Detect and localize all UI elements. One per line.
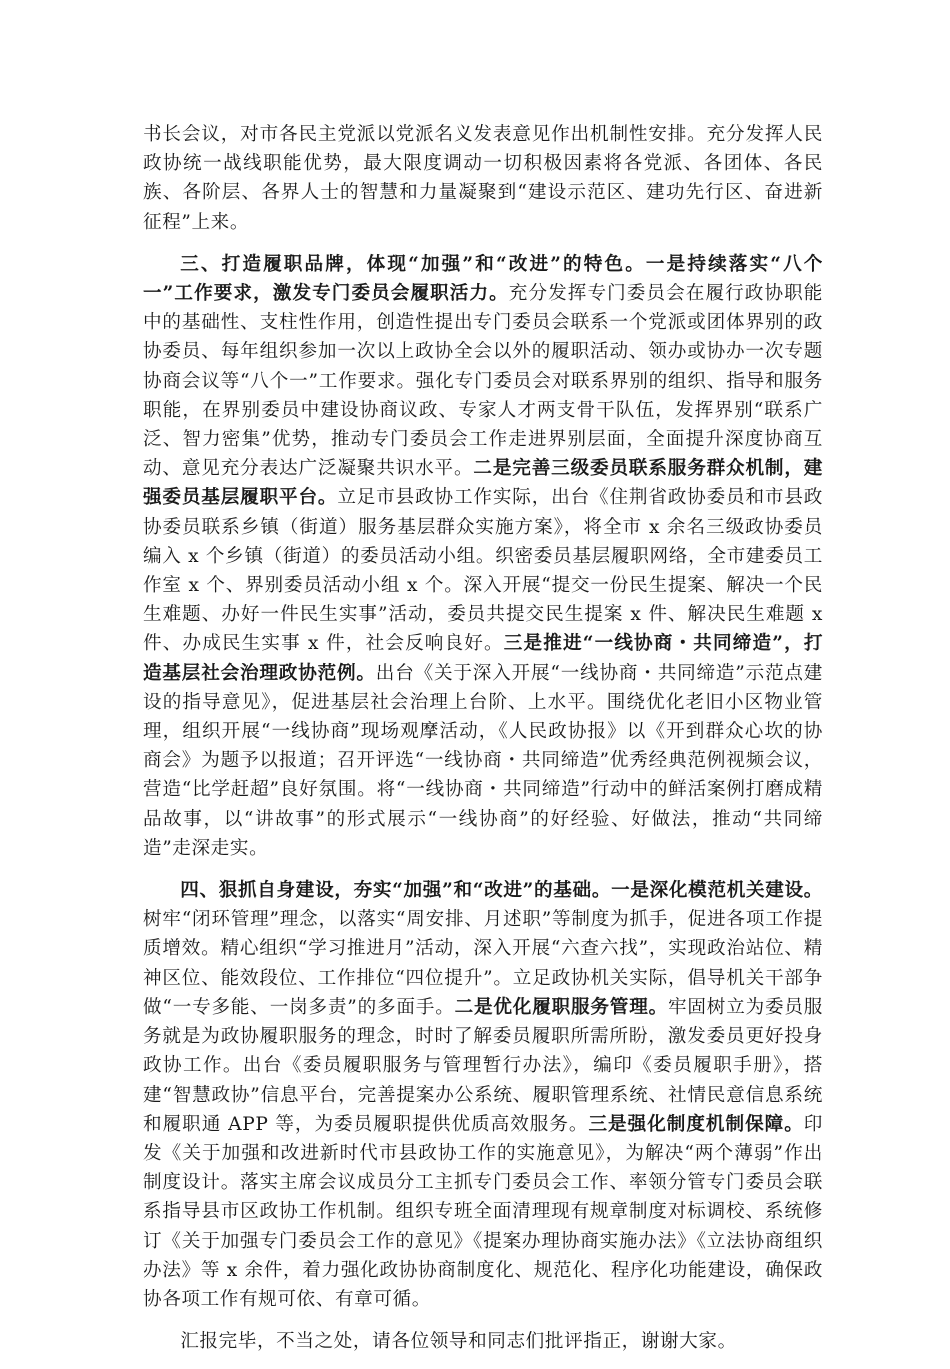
subheading-two: 二是优化履职服务管理。: [454, 996, 668, 1018]
text-segment: 充分发挥专门委员会在履行政协职能中的基础性、支柱性作用，创造性提出专门委员会联系一个党派或团体界别的政协委员、每年组织参加一次以上政协全会以外的履职活动、领办或协办一次专题协商会议等“八个一”工作要求。强化专门委员会对联系界别的组织、指导和服务职能，在界别委员中建设协商议政、专家人才两支骨干队伍，发挥界别“联系广泛、智力密集”优势，推动专门委员会工作走进界别层面，全面提升深度协商互动、意见充分表达广泛凝聚共识水平。: [143, 283, 823, 480]
section-heading-three: 三、打造履职品牌，体现“加强”和“改进”的特色。一是持续落实“八个一”工作要求，激发专门委员会履职活力。: [143, 253, 823, 305]
subheading-three: 三是强化制度机制保障。: [588, 1113, 804, 1135]
text-segment: 书长会议，对市各民主党派以党派名义发表意见作出机制性安排。充分发挥人民政协统一战线职能优势，最大限度调动一切积极因素将各党派、各团体、各民族、各阶层、各界人士的智慧和力量凝聚到“建设示范区、建功先行区、奋进新征程”上来。: [143, 124, 823, 233]
text-segment: 出台《关于深入开展“一线协商・共同缔造”示范点建设的指导意见》，促进基层社会治理上台阶、上水平。围绕优化老旧小区物业管理，组织开展“一线协商”现场观摩活动，《人民政协报》以《开到群众心坎的协商会》为题予以报道；召开评选“一线协商・共同缔造”优秀经典范例视频会议，营造“比学赶超”良好氛围。将“一线协商・共同缔造”行动中的鲜活案例打磨成精品故事，以“讲故事”的形式展示“一线协商”的好经验、好做法，推动“共同缔造”走深走实。: [143, 662, 823, 859]
paragraph-continuation: [143, 120, 823, 237]
text-segment: 立足市县政协工作实际，出台《住荆省政协委员和市县政协委员联系乡镇（街道）服务基层群众实施方案》，将全市 x 余名三级政协委员编入 x 个乡镇（街道）的委员活动小组。织密委员基层履职网络，全市建委员工作室 x 个、界别委员活动小组 x 个。深入开展“提交一份民生提案、解决一个民生难题、办好一件民生实事”活动，委员共提交民生提案 x 件、解决民生难题 x 件、办成民生实事 x 件，社会反响良好。: [143, 487, 823, 655]
paragraph-closing: [143, 1327, 823, 1356]
text-segment: 印发《关于加强和改进新时代市县政协工作的实施意见》，为解决“两个薄弱”作出制度设计。落实主席会议成员分工主抓专门委员会工作、率领分管专门委员会联系指导县市区政协工作机制。组织专班全面清理现有规章制度对标调校、系统修订《关于加强专门委员会工作的意见》《提案办理协商实施办法》《立法协商组织办法》等 x 余件，着力强化政协协商制度化、规范化、程序化功能建设，确保政协各项工作有规可依、有章可循。: [143, 1113, 823, 1310]
text-segment: 牢固树立为委员服务就是为政协履职服务的理念，时时了解委员履职所需所盼，激发委员更好投身政协工作。出台《委员履职服务与管理暂行办法》，编印《委员履职手册》，搭建“智慧政协”信息平台，完善提案办公系统、履职管理系统、社情民意信息系统和履职通 APP 等，为委员履职提供优质高效服务。: [143, 996, 823, 1135]
subheading-three: 三是推进“一线协商・共同缔造”，打造基层社会治理政协范例。: [143, 633, 824, 684]
paragraph-section-four: [143, 876, 823, 1314]
closing-remark: 汇报完毕，不当之处，请各位领导和同志们批评指正，谢谢大家。: [180, 1331, 737, 1353]
paragraph-section-three: [143, 250, 823, 863]
text-segment: 树牢“闭环管理”理念，以落实“周安排、月述职”等制度为抓手，促进各项工作提质增效。精心组织“学习推进月”活动，深入开展“六查六找”，实现政治站位、精神区位、能效段位、工作排位“四位提升”。立足政协机关实际，倡导机关干部争做“一专多能、一岗多责”的多面手。: [143, 909, 823, 1018]
document-page: [143, 120, 823, 1369]
section-heading-four: 四、狠抓自身建设，夯实“加强”和“改进”的基础。一是深化模范机关建设。: [180, 880, 823, 902]
subheading-two: 二是完善三级委员联系服务群众机制，建强委员基层履职平台。: [143, 458, 823, 509]
